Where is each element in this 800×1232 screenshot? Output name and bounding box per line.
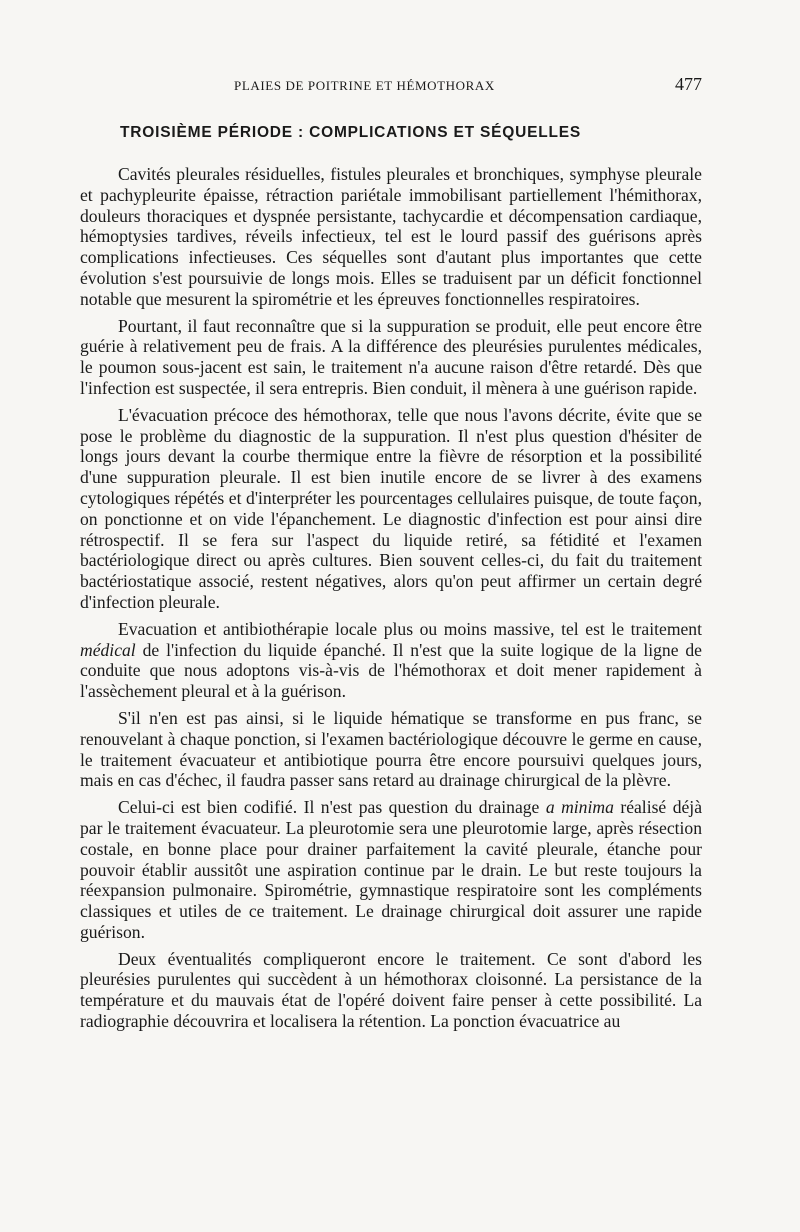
running-head: [80, 72, 702, 102]
paragraph: Deux éventualités compliqueront encore le traitement. Ce sont d'abord les pleurésies purulentes qui succèdent à un hémothorax cloisonné. La persistance de la température et du mauvais état de l'opéré doivent faire penser à cette possibilité. La radiographie découvrira et localisera la rétention. La ponction évacuatrice au: [80, 948, 702, 1032]
paragraph: Pourtant, il faut reconnaître que si la suppuration se produit, elle peut encore être guérie à relativement peu de frais. A la différence des pleurésies purulentes médicales, le poumon sous-jacent est sain, le traitement n'a aucune raison d'être retardé. Dès que l'infection est suspectée, il sera entrepris. Bien conduit, il mènera à une guérison rapide.: [80, 315, 702, 398]
paragraph-text: Evacuation et antibiothérapie locale plus ou moins massive, tel est le traitement: [118, 618, 702, 639]
body-text: [80, 164, 702, 1032]
paragraph: [80, 797, 702, 943]
emphasis-text: a minima: [545, 797, 614, 818]
paragraph-text: réalisé déjà par le traitement évacuateur. La pleurotomie sera une pleurotomie large, après résection costale, en bonne place pour drainer parfaitement la cavité pleurale, étanche pour pouvoir établir aussitôt une aspiration continue par le drain. Le but reste toujours la réexpansion pulmonaire. Spirométrie, gymnastique respiratoire sont les compléments classiques et utiles de ce traitement. Le drainage chirurgical doit assurer une rapide guérison.: [80, 797, 703, 942]
emphasis-text: médical: [80, 639, 136, 660]
section-title: TROISIÈME PÉRIODE : COMPLICATIONS ET SÉQUELLES: [120, 124, 582, 141]
running-title: PLAIES DE POITRINE ET HÉMOTHORAX: [234, 78, 495, 93]
paragraph-text: Celui-ci est bien codifié. Il n'est pas question du drainage: [118, 797, 546, 818]
paragraph: Cavités pleurales résiduelles, fistules pleurales et bronchiques, symphyse pleurale et pachypleurite épaisse, rétraction pariétale immobilisant partiellement l'hémithorax, douleurs thoraciques et dyspnée persistante, tachycardie et décompensation cardiaque, hémoptysies tardives, réveils infectieux, tel est le lourd passif des guérisons après complications infectieuses. Ces séquelles sont d'autant plus importantes que cette évolution s'est poursuivie de longs mois. Elles se traduisent par un déficit fonctionnel notable que mesurent la spirométrie et les épreuves fonctionnelles respiratoires.: [80, 164, 702, 309]
paragraph: [80, 619, 702, 702]
page-number: 477: [675, 74, 702, 94]
paragraph-text: de l'infection du liquide épanché. Il n'est que la suite logique de la ligne de conduite que nous adoptons vis-à-vis de l'hémothorax et doit mener rapidement à l'assèchement pleural et à la guérison.: [80, 639, 702, 702]
paragraph: S'il n'en est pas ainsi, si le liquide hématique se transforme en pus franc, se renouvelant à chaque ponction, si l'examen bactériologique découvre le germe en cause, le traitement évacuateur et antibiotique pourra être encore poursuivi quelques jours, mais en cas d'échec, il faudra passer sans retard au drainage chirurgical de la plèvre.: [80, 707, 702, 791]
paragraph: L'évacuation précoce des hémothorax, telle que nous l'avons décrite, évite que se pose le problème du diagnostic de la suppuration. Il n'est plus question d'hésiter de longs jours devant la courbe thermique entre la fièvre de résorption et la possibilité d'une suppuration pleurale. Il est bien inutile encore de se livrer à des examens cytologiques répétés et d'interpréter les pourcentages cellulaires puisque, de toute façon, on ponctionne et on vide l'épanchement. Le diagnostic d'infection est pour ainsi dire rétrospectif. Il se fera sur l'aspect du liquide retiré, sa fétidité et l'examen bactériologique direct ou après cultures. Bien souvent celles-ci, du fait du traitement bactériostatique associé, restent négatives, alors qu'on peut affirmer un certain degré d'infection pleurale.: [80, 404, 702, 612]
